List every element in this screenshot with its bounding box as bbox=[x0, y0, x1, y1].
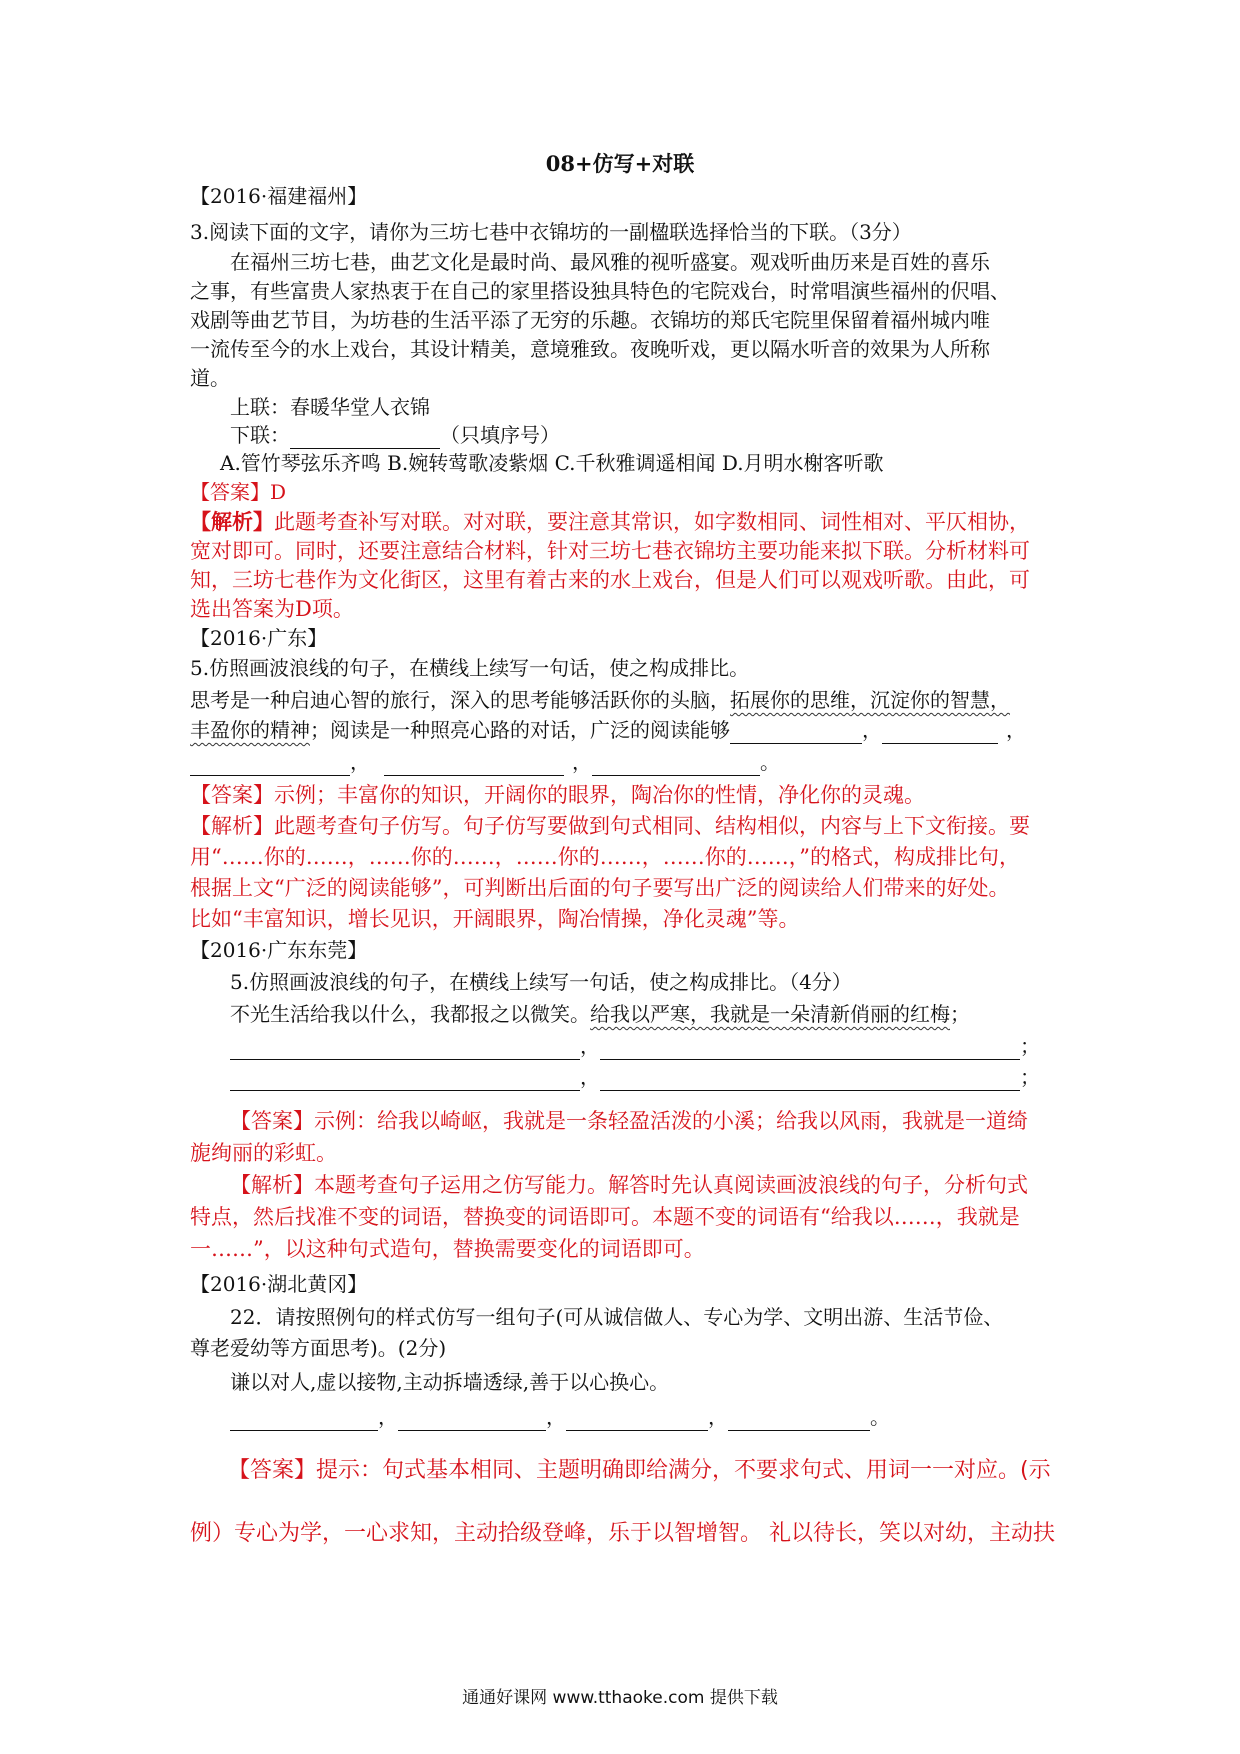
comma: ， bbox=[378, 1405, 398, 1429]
answer-blank bbox=[600, 1068, 1020, 1091]
blank-line bbox=[190, 748, 780, 776]
answer-blank bbox=[728, 1408, 870, 1431]
period: 。 bbox=[760, 750, 780, 774]
analysis-line: 比如“丰富知识，增长见识，开阔眼界，陶冶情操，净化灵魂”等。 bbox=[190, 907, 800, 931]
analysis-line: 【解析】此题考查句子仿写。句子仿写要做到句式相同、结构相似，内容与上下文衔接。要 bbox=[190, 814, 1030, 838]
comma: ， bbox=[580, 1065, 600, 1089]
blank-line bbox=[230, 1063, 1040, 1091]
answer-blank bbox=[600, 1037, 1020, 1060]
semicolon: ； bbox=[950, 1002, 970, 1026]
stem-line bbox=[190, 716, 1026, 744]
stem-text: 思考是一种启迪心智的旅行，深入的思考能够活跃你的头脑， bbox=[190, 688, 730, 712]
analysis-line: 知，三坊七巷作为文化街区，这里有着古来的水上戏台，但是人们可以观戏听歌。由此，可 bbox=[190, 568, 1030, 592]
comma: ， bbox=[572, 750, 592, 774]
answer-line: 【答案】示例；丰富你的知识，开阔你的眼界，陶冶你的性情，净化你的灵魂。 bbox=[190, 783, 925, 807]
answer-label: 【答案】D bbox=[190, 480, 287, 504]
passage-line: 之事，有些富贵人家热衷于在自己的家里搭设独具特色的宅院戏台，时常唱演些福州的伬唱、 bbox=[190, 279, 1010, 303]
semicolon: ； bbox=[1020, 1065, 1040, 1089]
comma: ， bbox=[862, 718, 882, 742]
comma: ， bbox=[708, 1405, 728, 1429]
answer-line: 例）专心为学，一心求知，主动拾级登峰，乐于以智增智。 礼以待长，笑以对幼，主动扶 bbox=[190, 1521, 1055, 1546]
answer-blank bbox=[230, 1408, 378, 1431]
passage-line: 在福州三坊七巷，曲艺文化是最时尚、最风雅的视听盛宴。观戏听曲历来是百姓的喜乐 bbox=[230, 250, 990, 274]
question-22: 尊老爱幼等方面思考)。(2分) bbox=[190, 1336, 447, 1360]
analysis-text: 此题考查补写对联。对对联，要注意其常识，如字数相同、词性相对、平仄相协， bbox=[274, 510, 1030, 534]
analysis-tag: 【解析】 bbox=[190, 509, 274, 534]
question-3: 3.阅读下面的文字，请你为三坊七巷中衣锦坊的一副楹联选择恰当的下联。（3分） bbox=[190, 220, 912, 244]
section-tag-fuzhou: 【2016·福建福州】 bbox=[190, 184, 368, 208]
stem-text: ；阅读是一种照亮心路的对话，广泛的阅读能够 bbox=[310, 718, 730, 742]
wavy-sentence: 拓展你的思维，沉淀你的智慧， bbox=[730, 688, 1010, 712]
lower-couplet-note: （只填序号） bbox=[440, 423, 560, 447]
answer-blank bbox=[592, 753, 760, 776]
answer-line: 【答案】示例：给我以崎岖，我就是一条轻盈活泼的小溪；给我以风雨，我就是一道绮 bbox=[230, 1109, 1028, 1133]
example-sentence: 谦以对人,虚以接物,主动拆墙透绿,善于以心换心。 bbox=[230, 1370, 670, 1394]
stem-line bbox=[230, 1000, 970, 1028]
answer-blank bbox=[230, 1068, 580, 1091]
page-title: 08+仿写+对联 bbox=[545, 151, 695, 176]
answer-blank bbox=[566, 1408, 708, 1431]
period: 。 bbox=[870, 1405, 890, 1429]
answer-blank bbox=[398, 1408, 546, 1431]
wavy-sentence: 丰盈你的精神 bbox=[190, 718, 310, 742]
analysis-line: 一……”，以这种句式造句，替换需要变化的词语即可。 bbox=[190, 1237, 705, 1261]
comma: ， bbox=[1006, 718, 1026, 742]
answer-blank bbox=[230, 1037, 580, 1060]
analysis-line: 【解析】本题考查句子运用之仿写能力。解答时先认真阅读画波浪线的句子，分析句式 bbox=[230, 1173, 1028, 1197]
answer-blank bbox=[384, 753, 564, 776]
lower-couplet-label: 下联： bbox=[230, 423, 290, 447]
stem-text: 不光生活给我以什么，我都报之以微笑。 bbox=[230, 1002, 590, 1026]
blank-line bbox=[230, 1032, 1040, 1060]
answer-line: 旎绚丽的彩虹。 bbox=[190, 1141, 337, 1165]
analysis-line: 用“……你的……，……你的……，……你的……，……你的……，”的格式，构成排比句， bbox=[190, 845, 1020, 869]
analysis-line bbox=[190, 508, 1030, 536]
answer-blank bbox=[190, 753, 350, 776]
comma: ， bbox=[580, 1034, 600, 1058]
question-5: 5.仿照画波浪线的句子，在横线上续写一句话，使之构成排比。 bbox=[190, 656, 750, 680]
upper-couplet: 上联：春暖华堂人衣锦 bbox=[230, 395, 430, 419]
section-tag-huanggang: 【2016·湖北黄冈】 bbox=[190, 1272, 368, 1296]
analysis-line: 选出答案为D项。 bbox=[190, 597, 354, 621]
section-tag-dongguan: 【2016·广东东莞】 bbox=[190, 938, 368, 962]
analysis-line: 宽对即可。同时，还要注意结合材料，针对三坊七巷衣锦坊主要功能来拟下联。分析材料可 bbox=[190, 539, 1030, 563]
answer-blank bbox=[730, 721, 862, 744]
blank-line bbox=[230, 1403, 890, 1431]
wavy-sentence: 给我以严寒，我就是一朵清新俏丽的红梅 bbox=[590, 1002, 950, 1026]
answer-blank bbox=[290, 426, 440, 449]
passage-line: 戏剧等曲艺节目，为坊巷的生活平添了无穷的乐趣。衣锦坊的郑氏宅院里保留着福州城内唯 bbox=[190, 308, 990, 332]
passage-line: 道。 bbox=[190, 366, 230, 390]
comma: ， bbox=[350, 750, 370, 774]
couplet-options: A.管竹琴弦乐齐鸣 B.婉转莺歌凌紫烟 C.千秋雅调遥相闻 D.月明水榭客听歌 bbox=[220, 451, 884, 475]
lower-couplet-line bbox=[230, 421, 560, 449]
analysis-line: 根据上文“广泛的阅读能够”，可判断出后面的句子要写出广泛的阅读给人们带来的好处。 bbox=[190, 876, 1010, 900]
page-footer: 通通好课网 www.tthaoke.com 提供下载 bbox=[462, 1688, 778, 1708]
answer-blank bbox=[882, 721, 998, 744]
semicolon: ； bbox=[1020, 1034, 1040, 1058]
passage-line: 一流传至今的水上戏台，其设计精美，意境雅致。夜晚听戏，更以隔水听音的效果为人所称 bbox=[190, 337, 990, 361]
section-tag-guangdong: 【2016·广东】 bbox=[190, 626, 328, 650]
stem-line bbox=[190, 686, 1010, 714]
comma: ， bbox=[546, 1405, 566, 1429]
question-5: 5.仿照画波浪线的句子，在横线上续写一句话，使之构成排比。（4分） bbox=[230, 970, 852, 994]
answer-line: 【答案】提示：句式基本相同、主题明确即给满分，不要求句式、用词一一对应。(示 bbox=[228, 1458, 1051, 1483]
question-22: 22．请按照例句的样式仿写一组句子(可从诚信做人、专心为学、文明出游、生活节俭、 bbox=[230, 1305, 1004, 1329]
analysis-line: 特点，然后找准不变的词语，替换变的词语即可。本题不变的词语有“给我以……，我就是 bbox=[190, 1205, 1020, 1229]
